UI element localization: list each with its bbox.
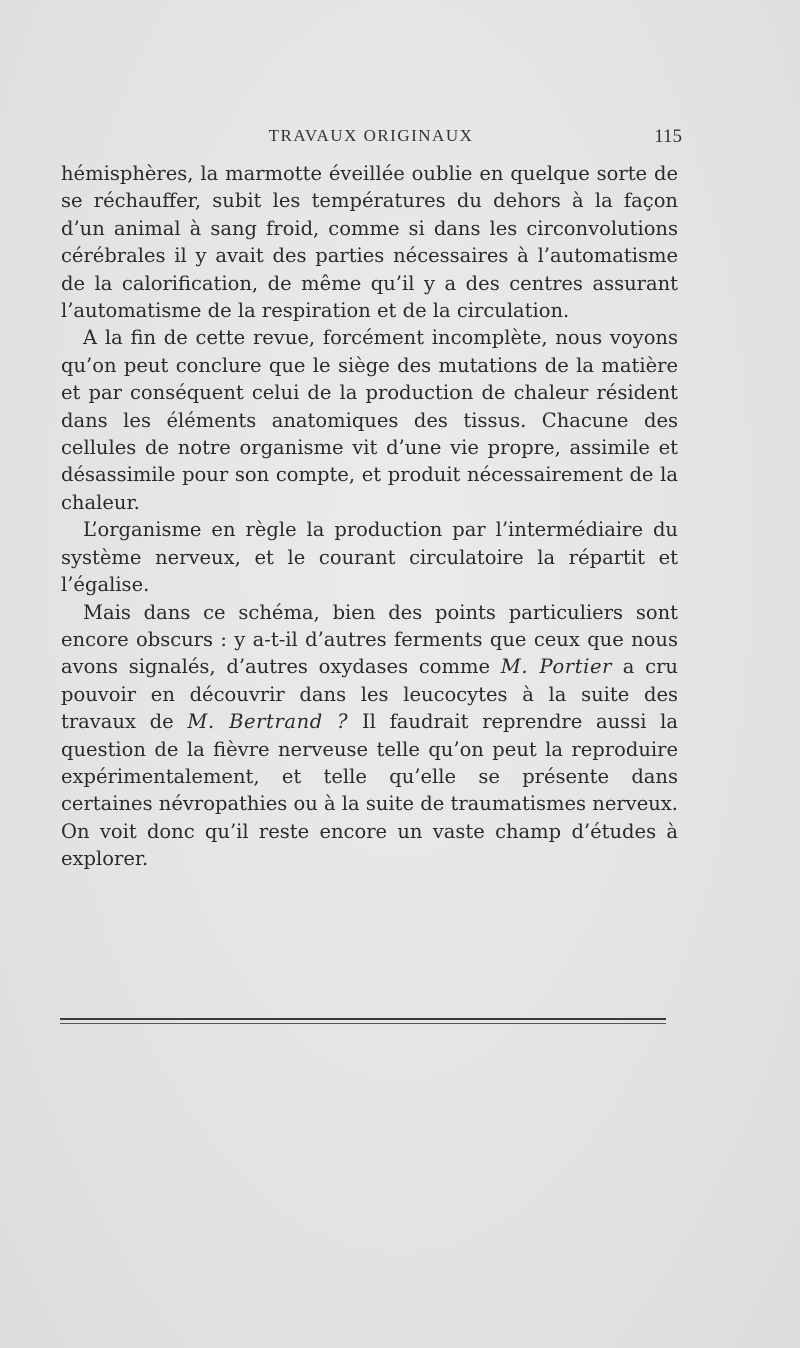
paragraph-4 <box>61 599 678 873</box>
paragraph-2: A la fin de cette revue, forcément incomplète, nous voyons qu’on peut conclure que le siège des mutations de la matière et par conséquent celui de la production de chaleur résident dans les éléments anatomiques des tissus. Chacune des cellules de notre organisme vit d’une vie propre, assimile et désassimile pour son compte, et produit nécessairement de la chaleur. <box>61 326 678 514</box>
author-name-bertrand: M. Bertrand ? <box>187 710 349 734</box>
running-head <box>60 126 682 154</box>
author-name-portier: M. Portier <box>500 655 613 679</box>
paragraph-4-text-a: Mais dans ce schéma, bien des points particuliers sont encore obscurs : y a-t-il d’autres ferments que ceux que nous avons signalés, d’autres oxydases comme <box>61 600 678 679</box>
paragraph-4-text-c: Il faudrait reprendre aussi la question de la fièvre nerveuse telle qu’on peut la reproduire expérimentalement, et telle qu’elle se présente dans certaines névropathies ou à la suite de traumatismes nerveux. On voit donc qu’il reste encore un vaste champ d’études à explorer. <box>61 710 678 871</box>
page-number: 115 <box>654 126 682 147</box>
body-text <box>61 160 678 873</box>
section-rule <box>60 1018 666 1020</box>
section-rule-thin <box>60 1023 666 1024</box>
running-title: TRAVAUX ORIGINAUX <box>268 126 474 145</box>
paragraph-4-text-b: a cru pouvoir en découvrir dans les leucocytes à la suite des travaux de <box>61 655 678 734</box>
paragraph-1: hémisphères, la marmotte éveillée oublie en quelque sorte de se réchauffer, subit les températures du dehors à la façon d’un animal à sang froid, comme si dans les circonvolutions cérébrales il y avait des parties nécessaires à l’automatisme de la calorification, de même qu’il y a des centres assurant l’automatisme de la respiration et de la circulation. <box>61 162 678 323</box>
paragraph-3: L’organisme en règle la production par l’intermédiaire du système nerveux, et le courant circulatoire la répartit et l’égalise. <box>61 518 678 597</box>
